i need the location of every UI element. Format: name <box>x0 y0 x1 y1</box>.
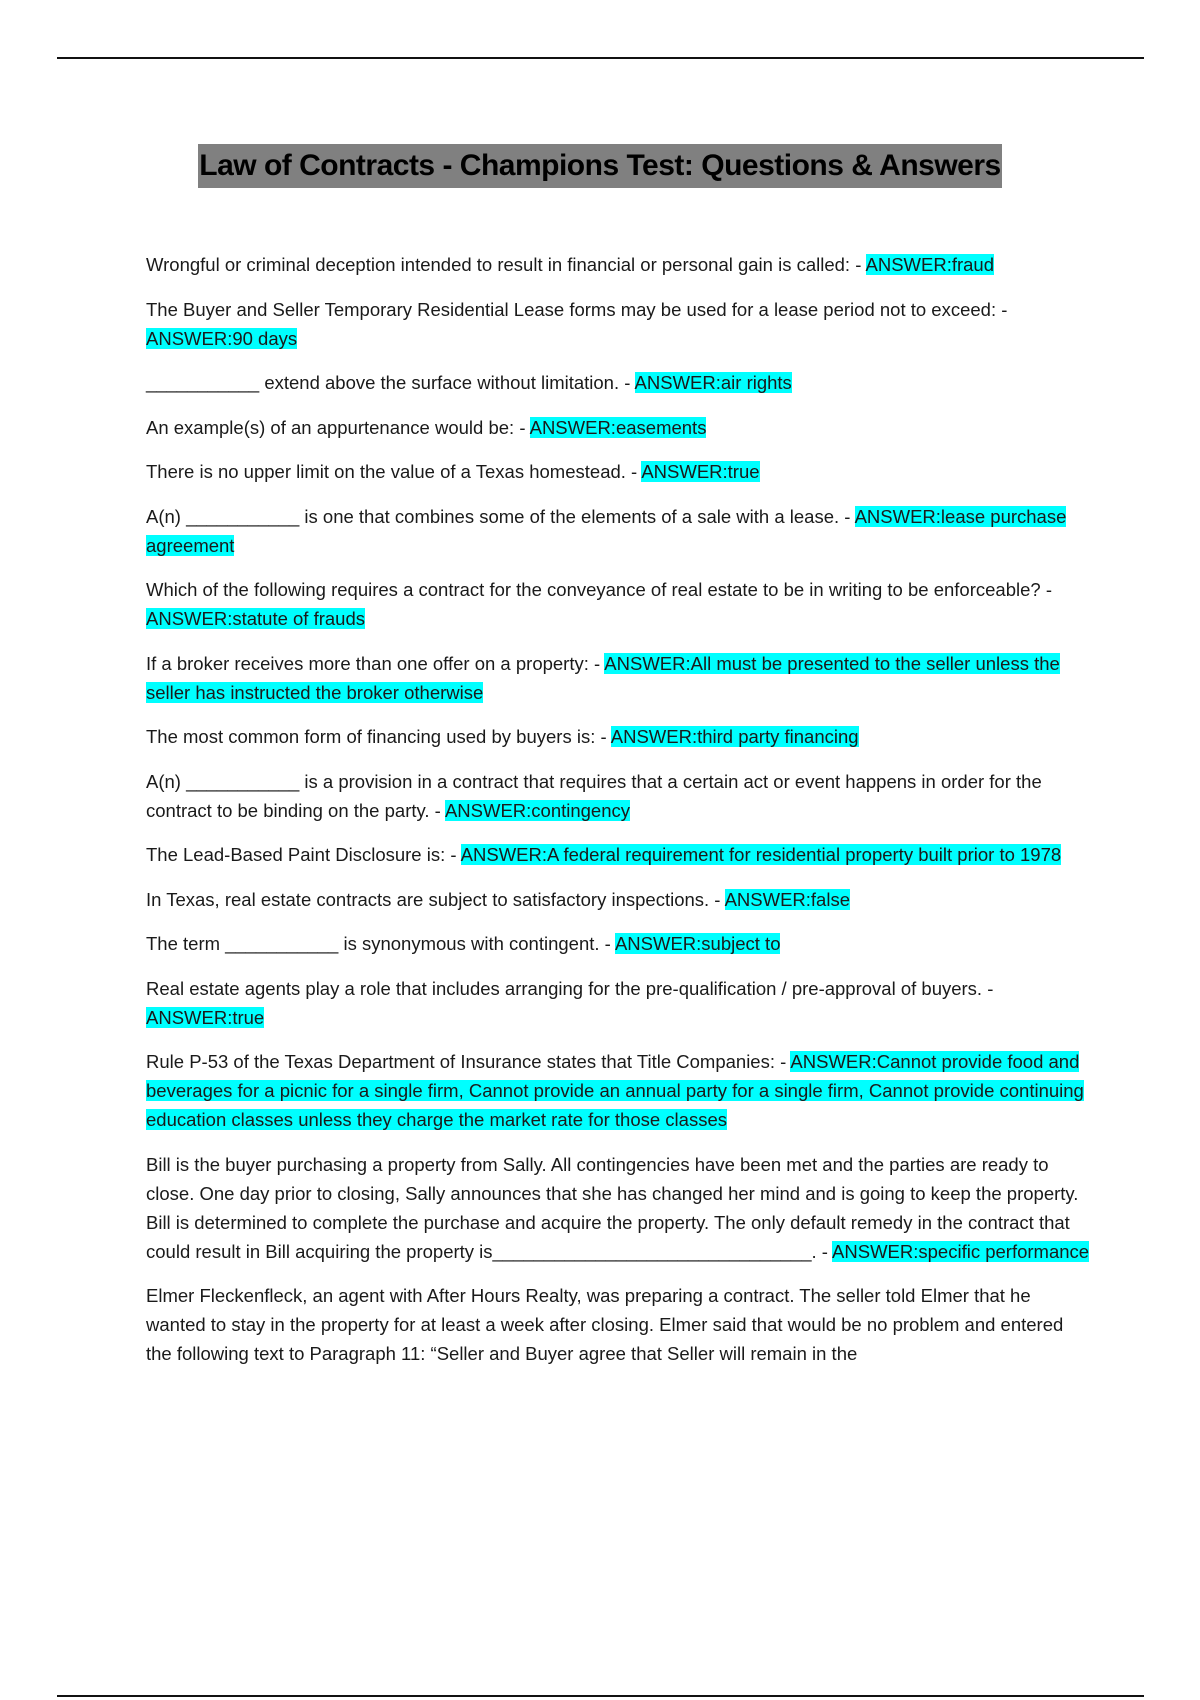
qa-item <box>146 1047 1092 1134</box>
answer-highlight: ANSWER:A federal requirement for residential property built prior to 1978 <box>460 844 1062 865</box>
qa-list <box>146 250 1092 1384</box>
question-text: A(n) ___________ is one that combines some of the elements of a sale with a lease. - <box>146 505 855 527</box>
question-text: The most common form of financing used by buyers is: - <box>146 726 611 747</box>
question-text: There is no upper limit on the value of a Texas homestead. - <box>146 461 642 482</box>
qa-item <box>146 502 1092 560</box>
question-text: In Texas, real estate contracts are subject to satisfactory inspections. - <box>146 888 725 910</box>
answer-highlight: ANSWER:true <box>641 461 760 482</box>
qa-item <box>146 649 1092 707</box>
question-text: The term ___________ is synonymous with contingent. - <box>146 933 615 954</box>
answer-highlight: ANSWER:contingency <box>444 799 631 821</box>
answer-highlight: ANSWER:third party financing <box>610 726 859 747</box>
answer-highlight: ANSWER:false <box>724 888 850 910</box>
answer-highlight: ANSWER:lease purchase agreement <box>146 505 1067 556</box>
question-text: Bill is the buyer purchasing a property from Sally. All contingencies have been met and the parties are ready to close. One day prior to closing, Sally announces that she has changed her mind and is going to keep the property. Bill is determined to complete the purchase and acquire the property. The only default remedy in the contract that could result in Bill acquiring the property is_______________________________. - <box>146 1153 1079 1262</box>
question-text: An example(s) of an appurtenance would be: - <box>146 416 530 438</box>
answer-highlight: ANSWER:true <box>146 1006 265 1028</box>
qa-item <box>146 1281 1092 1368</box>
qa-item <box>146 722 1092 751</box>
question-text: Which of the following requires a contract for the conveyance of real estate to be in writing to be enforceable? - <box>146 579 1052 600</box>
qa-item <box>146 1150 1092 1266</box>
question-text: If a broker receives more than one offer on a property: - <box>146 652 605 674</box>
answer-highlight: ANSWER:statute of frauds <box>146 608 366 629</box>
answer-highlight: ANSWER:90 days <box>146 327 298 349</box>
qa-item <box>146 767 1092 825</box>
qa-item <box>146 295 1092 353</box>
qa-item <box>146 885 1092 914</box>
question-text: Real estate agents play a role that includes arranging for the pre-qualification / pre-approval of buyers. - <box>146 977 994 999</box>
qa-item <box>146 457 1092 486</box>
qa-item <box>146 413 1092 442</box>
answer-highlight: ANSWER:air rights <box>634 372 792 393</box>
qa-item <box>146 368 1092 397</box>
question-text: The Buyer and Seller Temporary Residential Lease forms may be used for a lease period not to exceed: - <box>146 298 1008 320</box>
qa-item <box>146 929 1092 958</box>
question-text: The Lead-Based Paint Disclosure is: - <box>146 844 461 865</box>
top-rule <box>57 57 1144 59</box>
document-title: Law of Contracts - Champions Test: Questions & Answers <box>198 144 1001 188</box>
question-text: Elmer Fleckenfleck, an agent with After Hours Realty, was preparing a contract. The seller told Elmer that he wanted to stay in the property for at least a week after closing. Elmer said that would be no problem and entered the following text to Paragraph 11: “Seller and Buyer agree that Seller will remain in the <box>146 1285 1064 1364</box>
question-text: A(n) ___________ is a provision in a contract that requires that a certain act or event happens in order for the contract to be binding on the party. - <box>146 770 1042 821</box>
answer-highlight: ANSWER:fraud <box>865 254 995 275</box>
qa-item <box>146 840 1092 869</box>
answer-highlight: ANSWER:subject to <box>614 933 781 954</box>
question-text: ___________ extend above the surface without limitation. - <box>146 372 635 393</box>
qa-item <box>146 250 1092 279</box>
answer-highlight: ANSWER:Cannot provide food and beverages for a picnic for a single firm, Cannot provide an annual party for a single firm, Cannot provide continuing education classes unless they charge the market rate for those classes <box>146 1051 1084 1130</box>
bottom-rule <box>57 1695 1144 1697</box>
answer-highlight: ANSWER:specific performance <box>832 1240 1090 1262</box>
qa-item <box>146 974 1092 1032</box>
answer-highlight: ANSWER:All must be presented to the seller unless the seller has instructed the broker otherwise <box>146 652 1060 703</box>
title-area <box>0 144 1200 188</box>
question-text: Wrongful or criminal deception intended to result in financial or personal gain is called: - <box>146 254 866 275</box>
question-text: Rule P-53 of the Texas Department of Insurance states that Title Companies: - <box>146 1051 791 1072</box>
answer-highlight: ANSWER:easements <box>529 416 707 438</box>
qa-item <box>146 575 1092 633</box>
